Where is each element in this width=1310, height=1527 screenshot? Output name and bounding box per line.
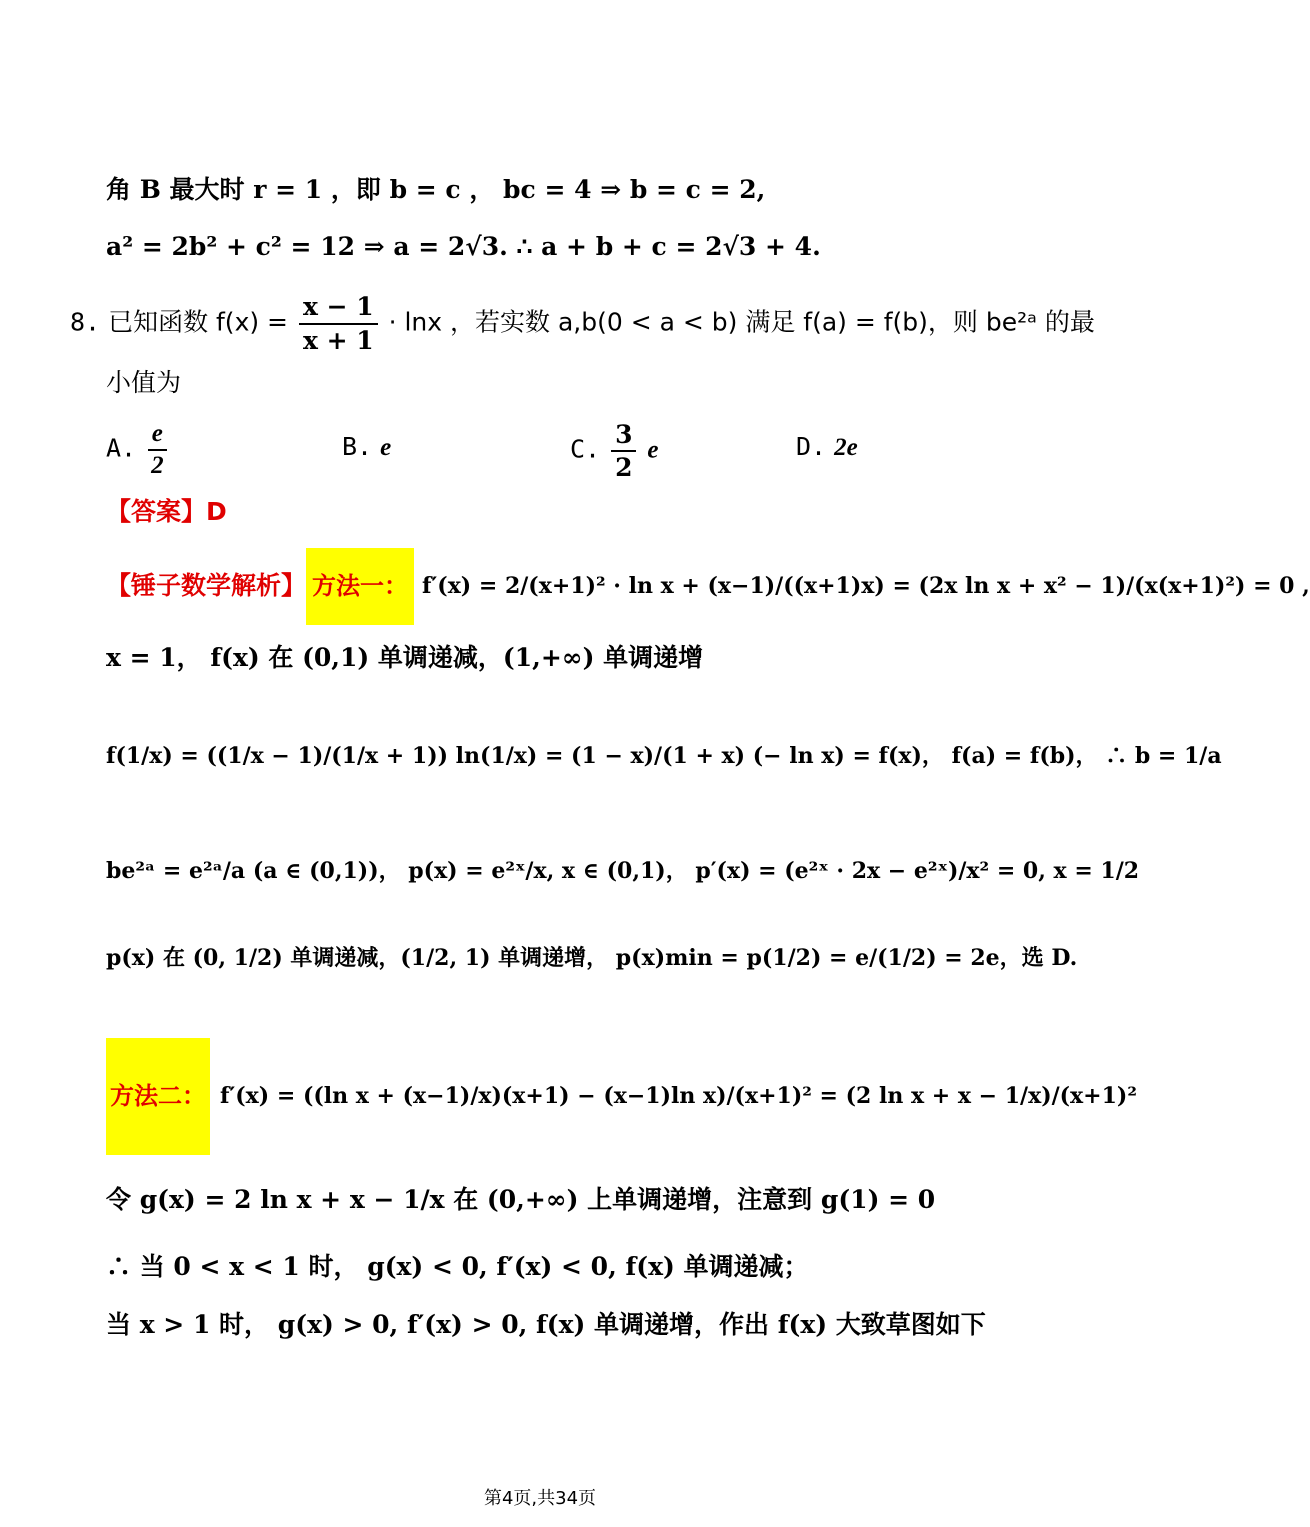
method1-line4 xyxy=(106,858,1139,884)
choice-c-label: C. xyxy=(570,434,601,464)
method2-highlight: 方法二： xyxy=(106,1038,210,1155)
choice-b-value: e xyxy=(380,434,392,461)
question-text-line2: 小值为 xyxy=(106,368,182,397)
text-a-value: a² = 2b² + c² = 12 ⇒ a = 2√3. ∴ a + b + c = 2√3 + 4. xyxy=(106,232,821,261)
answer-text: 【答案】D xyxy=(106,497,227,526)
method1-highlight: 方法一： xyxy=(306,548,414,625)
method2-line2 xyxy=(106,1185,935,1215)
question-text-pre: 已知函数 f(x) = xyxy=(108,307,289,337)
question-number: 8. xyxy=(70,307,101,337)
choice-c-value: e xyxy=(647,436,659,464)
choice-d xyxy=(796,432,858,462)
answer-line xyxy=(106,497,227,527)
method2-line3 xyxy=(106,1252,809,1282)
method1-line5 xyxy=(106,945,1077,971)
choice-a-label: A. xyxy=(106,433,137,463)
choice-d-label: D. xyxy=(796,432,827,461)
method1-line3 xyxy=(106,743,1222,769)
choice-a-den: 2 xyxy=(151,452,164,479)
question-8-line2 xyxy=(106,368,181,398)
choice-a-num: e xyxy=(148,420,167,451)
question-text-post: · lnx ，若实数 a,b(0 < a < b) 满足 f(a) = f(b)，则 be²ᵃ 的最 xyxy=(388,307,1095,337)
solution-line-angle-b xyxy=(106,175,765,205)
method1-monotonic: x = 1， f(x) 在 (0,1) 单调递减，(1,+∞) 单调递增 xyxy=(106,643,704,672)
method2-case-less: ∴ 当 0 < x < 1 时， g(x) < 0, f′(x) < 0, f(x) 单调递减； xyxy=(106,1252,809,1281)
method1-derivative: f′(x) = 2/(x+1)² · ln x + (x−1)/((x+1)x) = (2x ln x + x² − 1)/(x(x+1)²) = 0 , xyxy=(422,573,1310,600)
method1-minimum: p(x) 在 (0, 1/2) 单调递减，(1/2, 1) 单调递增， p(x)min = p(1/2) = e/(1/2) = 2e，选 D. xyxy=(106,945,1078,971)
question-fraction-num: x − 1 xyxy=(299,292,378,325)
choice-d-value: 2e xyxy=(834,434,858,461)
method2-derivative: f′(x) = ((ln x + (x−1)/x)(x+1) − (x−1)ln x)/(x+1)² = (2 ln x + x − 1/x)/(x+1)² xyxy=(220,1083,1137,1110)
method2-case-greater: 当 x > 1 时， g(x) > 0, f′(x) > 0, f(x) 单调递增，作出 f(x) 大致草图如下 xyxy=(106,1310,986,1339)
question-fraction-den: x + 1 xyxy=(302,326,374,355)
choice-b-label: B. xyxy=(342,432,373,461)
method2-line4 xyxy=(106,1310,986,1340)
method2-g-function: 令 g(x) = 2 ln x + x − 1/x 在 (0,+∞) 上单调递增，注意到 g(1) = 0 xyxy=(106,1185,936,1214)
choice-a-fraction xyxy=(147,420,168,480)
page-footer: 第4页,共34页 xyxy=(483,1488,597,1509)
choice-c xyxy=(570,420,659,482)
method1-symmetry: f(1/x) = ((1/x − 1)/(1/x + 1)) ln(1/x) = (1 − x)/(1 + x) (− ln x) = f(x)， f(a) = f(b)， ∴ b = 1/a xyxy=(106,743,1222,769)
choice-c-num: 3 xyxy=(611,420,636,452)
method1-line2 xyxy=(106,643,703,673)
choice-b xyxy=(342,432,391,462)
analysis-method1-line xyxy=(106,548,1310,625)
text-angle-b: 角 B 最大时 r = 1 ，即 b = c ， bc = 4 ⇒ b = c = 2, xyxy=(106,175,766,204)
method1-p-function: be²ᵃ = e²ᵃ/a (a ∈ (0,1))， p(x) = e²ˣ/x, x ∈ (0,1)， p′(x) = (e²ˣ · 2x − e²ˣ)/x² = 0, x = 1/2 xyxy=(106,858,1140,884)
analysis-tag: 【锤子数学解析】 xyxy=(106,571,307,601)
solution-line-a-value xyxy=(106,232,821,262)
choice-a xyxy=(106,420,171,480)
choice-c-fraction xyxy=(611,420,636,482)
choice-c-den: 2 xyxy=(615,453,633,482)
analysis-method2-line xyxy=(106,1038,1137,1155)
question-8-line1 xyxy=(70,292,1095,356)
question-fraction xyxy=(299,292,378,356)
